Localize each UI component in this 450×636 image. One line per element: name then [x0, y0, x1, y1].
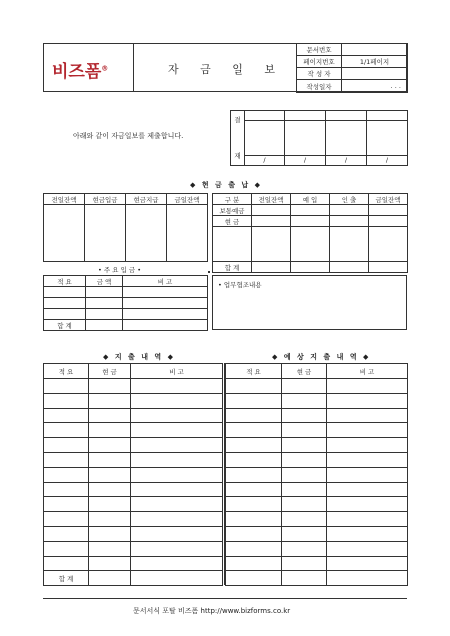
- expense-cell[interactable]: [44, 393, 89, 408]
- expense-cell[interactable]: [44, 556, 89, 571]
- expense-cell[interactable]: [44, 541, 89, 556]
- account-cell[interactable]: [252, 227, 291, 262]
- column-header: 금 액: [86, 276, 123, 287]
- approval-label: [231, 111, 245, 166]
- account-total-cell[interactable]: [252, 262, 291, 273]
- expected-expense-cell[interactable]: [327, 541, 408, 556]
- cash-cell[interactable]: [126, 205, 167, 262]
- deposit-table: [43, 275, 208, 331]
- expected-expense-cell[interactable]: [226, 556, 282, 571]
- column-header: 적 요: [44, 364, 89, 379]
- account-cell[interactable]: [369, 205, 408, 216]
- expected-expense-cell[interactable]: [282, 497, 327, 512]
- expected-expense-cell[interactable]: [327, 438, 408, 453]
- expense-cell[interactable]: [131, 423, 223, 438]
- account-cell[interactable]: [291, 227, 330, 262]
- account-cell[interactable]: [369, 227, 408, 262]
- expense-cell[interactable]: [44, 423, 89, 438]
- expected-expense-cell[interactable]: [226, 482, 282, 497]
- document-meta-table: [296, 43, 408, 93]
- expense-cell[interactable]: [131, 379, 223, 394]
- meta-label: 페이지번호: [297, 56, 342, 68]
- expected-expense-cell[interactable]: [282, 438, 327, 453]
- expected-expense-cell[interactable]: [226, 408, 282, 423]
- cash-section-title: ◆ 현 금 출 납 ◆: [190, 181, 262, 189]
- page-title: 자 금 일 보: [168, 63, 284, 76]
- account-cell[interactable]: [330, 205, 369, 216]
- expected-expense-cell[interactable]: [282, 526, 327, 541]
- cash-cell[interactable]: [167, 205, 208, 262]
- approval-role[interactable]: [326, 111, 367, 121]
- deposit-cell[interactable]: [86, 309, 123, 320]
- expected-expense-cell[interactable]: [327, 408, 408, 423]
- expense-cell[interactable]: [89, 512, 131, 527]
- cash-cell[interactable]: [44, 205, 85, 262]
- expected-expense-cell[interactable]: [327, 393, 408, 408]
- expense-cell[interactable]: [44, 408, 89, 423]
- expected-expense-cell[interactable]: [327, 497, 408, 512]
- expense-cell[interactable]: [131, 393, 223, 408]
- expense-cell[interactable]: [89, 379, 131, 394]
- expense-cell[interactable]: [89, 438, 131, 453]
- account-total-cell[interactable]: [330, 262, 369, 273]
- expected-expense-total-cell[interactable]: [226, 571, 282, 586]
- column-header: 예 입: [291, 194, 330, 205]
- header-divider-1: [133, 43, 134, 92]
- meta-value[interactable]: . . .: [342, 80, 408, 93]
- expected-expense-total-cell[interactable]: [327, 571, 408, 586]
- intro-text: 아래와 같이 자금일보를 제출합니다.: [73, 132, 184, 140]
- row-label: 현 금: [213, 216, 252, 227]
- deposit-total-cell[interactable]: [123, 320, 208, 331]
- expected-expense-cell[interactable]: [226, 497, 282, 512]
- expense-cell[interactable]: [89, 482, 131, 497]
- cash-balance-table: [43, 193, 208, 262]
- column-header: 비 고: [123, 276, 208, 287]
- expense-cell[interactable]: [44, 379, 89, 394]
- expense-cell[interactable]: [89, 497, 131, 512]
- expected-expense-cell[interactable]: [327, 482, 408, 497]
- expected-expense-cell[interactable]: [282, 541, 327, 556]
- account-cell[interactable]: [291, 205, 330, 216]
- expected-expense-cell[interactable]: [226, 423, 282, 438]
- column-header: 현금입금: [85, 194, 126, 205]
- expense-table: [43, 363, 223, 586]
- expected-expense-cell[interactable]: [282, 423, 327, 438]
- deposit-cell[interactable]: [44, 298, 86, 309]
- expected-expense-cell[interactable]: [327, 467, 408, 482]
- expense-cell[interactable]: [89, 467, 131, 482]
- expense-cell[interactable]: [131, 467, 223, 482]
- approval-date[interactable]: /: [326, 155, 367, 165]
- expense-cell[interactable]: [89, 556, 131, 571]
- account-cell[interactable]: [252, 205, 291, 216]
- account-total-cell[interactable]: [369, 262, 408, 273]
- row-label: [213, 227, 252, 262]
- expected-expense-cell[interactable]: [226, 393, 282, 408]
- expected-expense-cell[interactable]: [282, 482, 327, 497]
- account-total-cell[interactable]: [291, 262, 330, 273]
- expense-cell[interactable]: [44, 497, 89, 512]
- expense-cell[interactable]: [131, 438, 223, 453]
- account-cell[interactable]: [369, 216, 408, 227]
- meta-label: 문서번호: [297, 44, 342, 56]
- expense-cell[interactable]: [131, 512, 223, 527]
- expected-expense-cell[interactable]: [327, 556, 408, 571]
- approval-date[interactable]: /: [285, 155, 326, 165]
- approval-date[interactable]: /: [367, 155, 408, 165]
- expected-expense-cell[interactable]: [282, 467, 327, 482]
- expense-cell[interactable]: [89, 526, 131, 541]
- expense-total-label: 합 계: [44, 571, 89, 586]
- expense-cell[interactable]: [89, 541, 131, 556]
- expected-expense-table: [225, 363, 408, 586]
- expected-expense-cell[interactable]: [327, 526, 408, 541]
- footer-text: 문서서식 포탈 비즈폼 http://www.bizforms.co.kr: [133, 607, 291, 615]
- approval-sign[interactable]: [367, 121, 408, 155]
- column-header: 현 금: [89, 364, 131, 379]
- expected-expense-cell[interactable]: [282, 512, 327, 527]
- expected-expense-cell[interactable]: [282, 408, 327, 423]
- account-balance-table: [212, 193, 408, 273]
- approval-table: [230, 110, 408, 166]
- expense-cell[interactable]: [89, 452, 131, 467]
- account-cell[interactable]: [330, 227, 369, 262]
- column-header: 적 요: [226, 364, 282, 379]
- column-header: 인 출: [330, 194, 369, 205]
- expense-cell[interactable]: [131, 497, 223, 512]
- meta-value[interactable]: [342, 44, 408, 56]
- expected-expense-total-cell[interactable]: [282, 571, 327, 586]
- approval-sign[interactable]: [245, 121, 285, 155]
- approval-sign[interactable]: [285, 121, 326, 155]
- expected-expense-cell[interactable]: [327, 423, 408, 438]
- approval-sign[interactable]: [326, 121, 367, 155]
- expense-cell[interactable]: [44, 452, 89, 467]
- approval-date[interactable]: /: [245, 155, 285, 165]
- expected-expense-cell[interactable]: [282, 379, 327, 394]
- account-cell[interactable]: [291, 216, 330, 227]
- column-header: 전일잔액: [44, 194, 85, 205]
- column-header: 적 요: [44, 276, 86, 287]
- expense-cell[interactable]: [89, 408, 131, 423]
- account-total-label: 합 계: [213, 262, 252, 273]
- column-header: 금일잔액: [167, 194, 208, 205]
- expense-cell[interactable]: [89, 393, 131, 408]
- expense-cell[interactable]: [44, 512, 89, 527]
- expected-expense-cell[interactable]: [226, 379, 282, 394]
- expected-expense-cell[interactable]: [226, 452, 282, 467]
- meta-value[interactable]: [342, 68, 408, 80]
- approval-role[interactable]: [245, 111, 285, 121]
- expense-section-title: ◆ 지 출 내 역 ◆: [103, 353, 175, 361]
- small-dot: [208, 271, 210, 273]
- expense-cell[interactable]: [131, 482, 223, 497]
- deposit-cell[interactable]: [123, 298, 208, 309]
- expense-cell[interactable]: [44, 526, 89, 541]
- expense-cell[interactable]: [131, 541, 223, 556]
- deposit-cell[interactable]: [123, 287, 208, 298]
- expected-expense-cell[interactable]: [282, 556, 327, 571]
- expected-expense-cell[interactable]: [226, 467, 282, 482]
- column-header: 전일잔액: [252, 194, 291, 205]
- deposit-cell[interactable]: [86, 287, 123, 298]
- expense-cell[interactable]: [131, 408, 223, 423]
- column-header: 비 고: [327, 364, 408, 379]
- expected-expense-cell[interactable]: [226, 526, 282, 541]
- account-cell[interactable]: [252, 216, 291, 227]
- work-cooperation-box[interactable]: [212, 275, 407, 330]
- expense-cell[interactable]: [44, 438, 89, 453]
- deposit-cell[interactable]: [44, 309, 86, 320]
- row-label: 보통예금: [213, 205, 252, 216]
- column-header: 현 금: [282, 364, 327, 379]
- expense-cell[interactable]: [131, 452, 223, 467]
- deposit-cell[interactable]: [123, 309, 208, 320]
- approval-label-top: 결: [234, 116, 241, 124]
- approval-label-bottom: 재: [234, 152, 241, 160]
- deposit-total-label: 합 계: [44, 320, 86, 331]
- meta-value[interactable]: 1/1페이지: [342, 56, 408, 68]
- expense-cell[interactable]: [44, 467, 89, 482]
- expected-expense-cell[interactable]: [226, 438, 282, 453]
- brand-logo-text: 비즈폼: [52, 62, 102, 82]
- expected-expense-cell[interactable]: [282, 452, 327, 467]
- expense-cell[interactable]: [131, 556, 223, 571]
- column-header: 비 고: [131, 364, 223, 379]
- expected-expense-cell[interactable]: [282, 393, 327, 408]
- expense-cell[interactable]: [131, 526, 223, 541]
- expected-expense-cell[interactable]: [226, 512, 282, 527]
- column-header: 현금지급: [126, 194, 167, 205]
- expense-divider: [222, 363, 225, 585]
- deposit-total-cell[interactable]: [86, 320, 123, 331]
- expected-expense-cell[interactable]: [327, 512, 408, 527]
- footer-rule: [43, 598, 407, 599]
- deposit-cell[interactable]: [44, 287, 86, 298]
- approval-role[interactable]: [285, 111, 326, 121]
- expense-cell[interactable]: [89, 423, 131, 438]
- expected-expense-cell[interactable]: [226, 541, 282, 556]
- expected-expense-cell[interactable]: [327, 452, 408, 467]
- account-cell[interactable]: [330, 216, 369, 227]
- registered-mark-icon: ®: [101, 64, 109, 73]
- expected-expense-section-title: ◆ 예 상 지 출 내 역 ◆: [272, 353, 371, 361]
- expense-total-cell[interactable]: [131, 571, 223, 586]
- column-header: 구 분: [213, 194, 252, 205]
- column-header: 금일잔액: [369, 194, 408, 205]
- deposit-cell[interactable]: [86, 298, 123, 309]
- expense-cell[interactable]: [44, 482, 89, 497]
- meta-label: 작 성 자: [297, 68, 342, 80]
- approval-role[interactable]: [367, 111, 408, 121]
- major-deposit-label: • 주 요 입 금 •: [98, 266, 142, 274]
- cash-cell[interactable]: [85, 205, 126, 262]
- work-cooperation-label: • 업무협조내용: [218, 281, 262, 289]
- expected-expense-cell[interactable]: [327, 379, 408, 394]
- expense-total-cell[interactable]: [89, 571, 131, 586]
- brand-logo: [52, 57, 108, 82]
- meta-label: 작성일자: [297, 80, 342, 93]
